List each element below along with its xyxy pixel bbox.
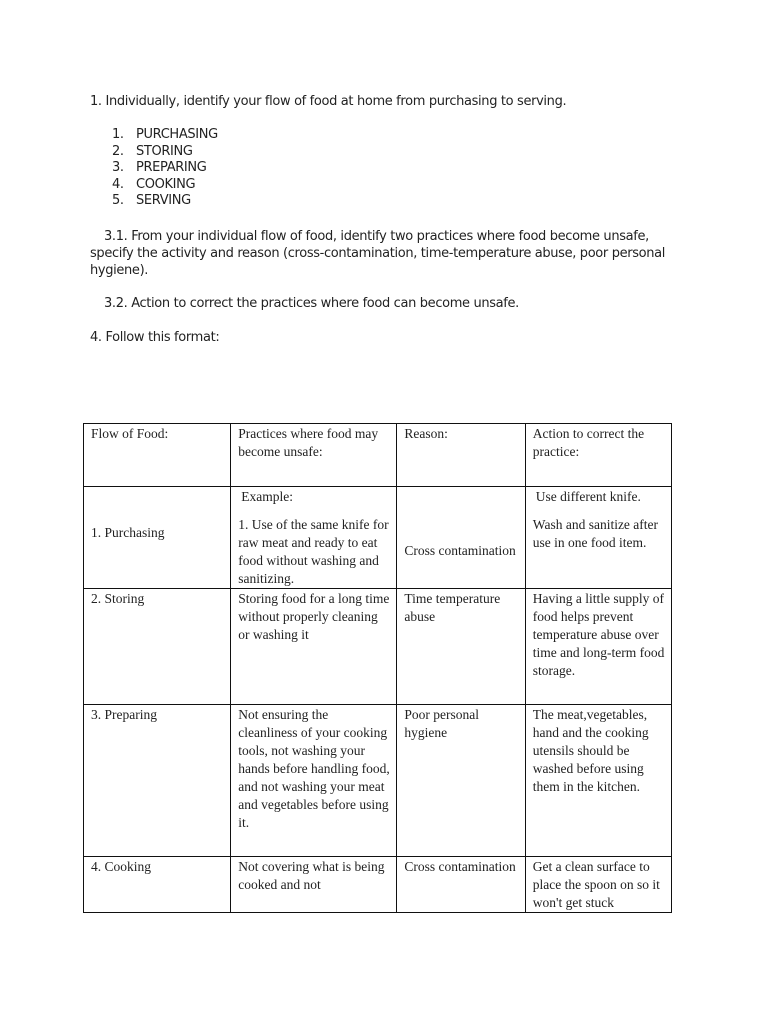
- action-title: Use different knife.: [535, 489, 641, 504]
- flow-steps-list: [112, 127, 218, 210]
- list-item: 4. COOKING: [112, 176, 196, 192]
- question-1: 1. Individually, identify your flow of food at home from purchasing to serving.: [90, 94, 567, 109]
- table-cell: The meat,vegetables, hand and the cooking utensils should be washed before using them in the kitchen.: [525, 705, 671, 857]
- practice-text: 1. Use of the same knife for raw meat and ready to eat food without washing and sanitizing.: [238, 517, 389, 586]
- question-3-2: 3.2. Action to correct the practices where food can become unsafe.: [104, 296, 519, 311]
- table-cell: Not covering what is being cooked and not: [231, 857, 397, 913]
- table-cell: [231, 487, 397, 589]
- table-cell: Time temperature abuse: [397, 589, 525, 705]
- question-3-1: 3.1. From your individual flow of food, identify two practices where food become unsafe, specify the activity and reason (cross-contamination, time-temperature abuse, poor personal hygiene).: [90, 229, 666, 278]
- header-cell: Reason:: [397, 424, 525, 487]
- table-cell: [397, 487, 525, 589]
- table-cell: Cross contamination: [397, 857, 525, 913]
- table-header-row: [84, 424, 672, 487]
- table-row: [84, 487, 672, 589]
- table-cell: [525, 487, 671, 589]
- header-cell: Action to correct the practice:: [525, 424, 671, 487]
- table-row: [84, 705, 672, 857]
- header-cell: Flow of Food:: [84, 424, 231, 487]
- flow-label: 1. Purchasing: [91, 525, 165, 540]
- table-cell: Having a little supply of food helps prevent temperature abuse over time and long-term food storage.: [525, 589, 671, 705]
- table-cell: Get a clean surface to place the spoon on so it won't get stuck: [525, 857, 671, 913]
- table-cell: Poor personal hygiene: [397, 705, 525, 857]
- reason-text: Cross contamination: [404, 543, 516, 558]
- table-cell: 2. Storing: [84, 589, 231, 705]
- action-text: Wash and sanitize after use in one food item.: [532, 517, 659, 550]
- table-cell: 4. Cooking: [84, 857, 231, 913]
- table-cell: Storing food for a long time without properly cleaning or washing it: [231, 589, 397, 705]
- table-cell: 3. Preparing: [84, 705, 231, 857]
- list-item: 3. PREPARING: [112, 160, 207, 175]
- table-cell: [84, 487, 231, 589]
- table-row: [84, 589, 672, 705]
- list-item: 5. SERVING: [112, 193, 191, 208]
- flow-of-food-table: [83, 423, 672, 913]
- list-item: 1. PURCHASING: [112, 127, 218, 142]
- table-row: [84, 857, 672, 913]
- question-4: 4. Follow this format:: [90, 330, 220, 345]
- header-cell: Practices where food may become unsafe:: [231, 424, 397, 487]
- list-item: 2. STORING: [112, 143, 193, 159]
- table-cell: Not ensuring the cleanliness of your cooking tools, not washing your hands before handling food, and not washing your meat and vegetables before using it.: [231, 705, 397, 857]
- example-label: Example:: [241, 489, 293, 504]
